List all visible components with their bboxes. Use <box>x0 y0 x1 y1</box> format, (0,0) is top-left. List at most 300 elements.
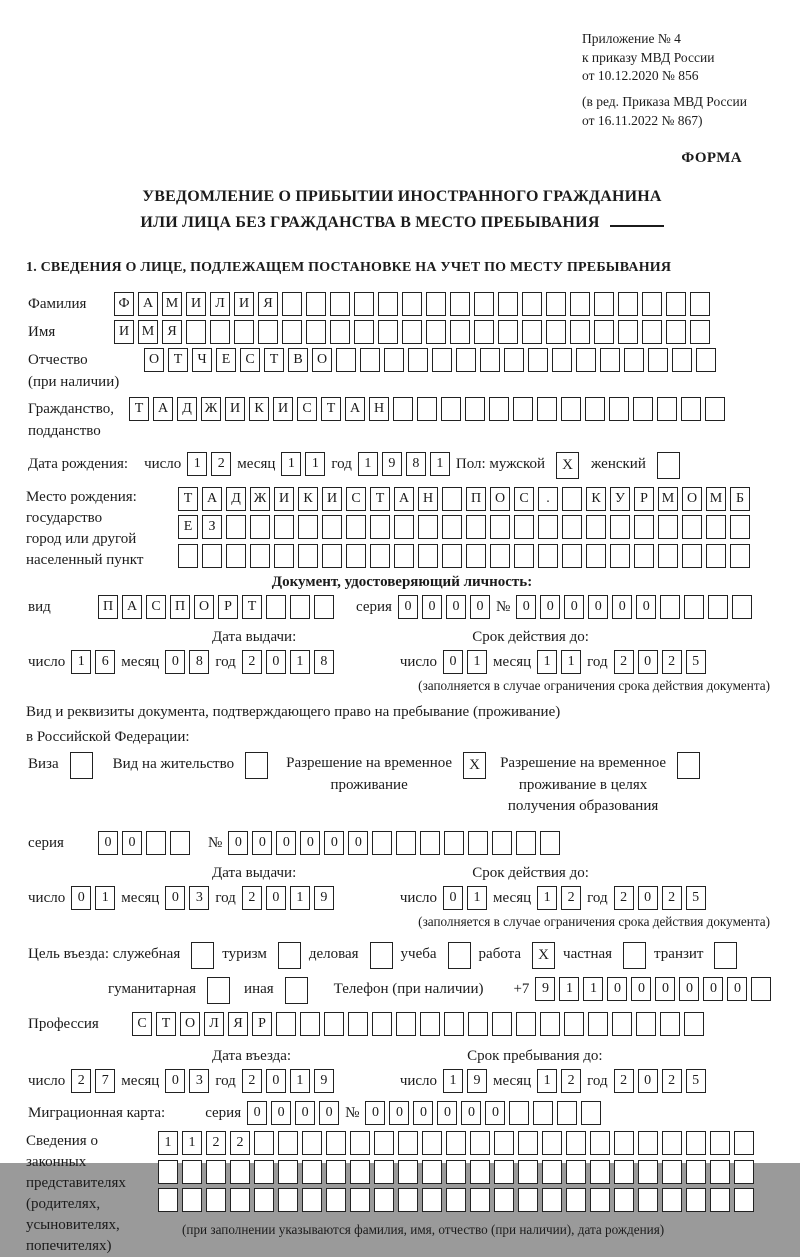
permit-number-cell[interactable] <box>444 831 464 855</box>
row-birth-place-cell[interactable]: Д <box>226 487 246 511</box>
profession-cell[interactable] <box>348 1012 368 1036</box>
profession-cell[interactable] <box>420 1012 440 1036</box>
citizenship-cell[interactable] <box>633 397 653 421</box>
row-legal-representatives-cell[interactable] <box>422 1188 442 1212</box>
row-legal-representatives-cell[interactable] <box>662 1131 682 1155</box>
row-birth-place-cell[interactable] <box>274 515 294 539</box>
given-name-cell[interactable]: Я <box>162 320 182 344</box>
surname-cell[interactable]: А <box>138 292 158 316</box>
profession-cell[interactable]: Р <box>252 1012 272 1036</box>
row-legal-representatives-cell[interactable] <box>206 1188 226 1212</box>
profession-cell[interactable] <box>276 1012 296 1036</box>
checkbox-transit[interactable] <box>714 942 737 969</box>
citizenship-cell[interactable]: И <box>225 397 245 421</box>
row-birth-place-cell[interactable] <box>394 515 414 539</box>
row-birth-place-cell[interactable]: Т <box>370 487 390 511</box>
row-birth-place-cell[interactable] <box>226 544 246 568</box>
row-legal-representatives-cell[interactable] <box>374 1160 394 1184</box>
row-legal-representatives-cell[interactable] <box>494 1160 514 1184</box>
profession-cell[interactable] <box>372 1012 392 1036</box>
row-birth-place-cell[interactable] <box>418 544 438 568</box>
surname-cell[interactable]: Ф <box>114 292 134 316</box>
given-name-cell[interactable] <box>186 320 206 344</box>
row-birth-place-cell[interactable] <box>250 544 270 568</box>
row-legal-representatives-cell[interactable] <box>446 1160 466 1184</box>
row-birth-place-cell[interactable] <box>370 544 390 568</box>
given-name-cell[interactable] <box>498 320 518 344</box>
row-legal-representatives-cell[interactable] <box>566 1160 586 1184</box>
row-legal-representatives-cell[interactable] <box>182 1188 202 1212</box>
doc-series-cell[interactable]: 0 <box>398 595 418 619</box>
row-legal-representatives-cell[interactable] <box>278 1188 298 1212</box>
citizenship-cell[interactable] <box>489 397 509 421</box>
citizenship-cell[interactable]: И <box>273 397 293 421</box>
row-birth-place-cell[interactable] <box>466 544 486 568</box>
row-birth-place-cell[interactable] <box>730 515 750 539</box>
row-birth-place-cell[interactable]: Ж <box>250 487 270 511</box>
row-legal-representatives-cell[interactable] <box>158 1188 178 1212</box>
profession-cell[interactable]: О <box>180 1012 200 1036</box>
given-name-cell[interactable] <box>522 320 542 344</box>
row-legal-representatives-cell[interactable]: 2 <box>206 1131 226 1155</box>
row-birth-place-cell[interactable] <box>322 544 342 568</box>
row-birth-place-cell[interactable] <box>322 515 342 539</box>
citizenship-cell[interactable]: Т <box>129 397 149 421</box>
permit-expiry-year-cell[interactable]: 2 <box>662 886 682 910</box>
citizenship-cell[interactable] <box>705 397 725 421</box>
stay-until-month-cell[interactable]: 1 <box>537 1069 557 1093</box>
entry-year-cell[interactable]: 0 <box>266 1069 286 1093</box>
patronymic-cell[interactable] <box>552 348 572 372</box>
doc-expiry-month-cell[interactable]: 1 <box>537 650 557 674</box>
permit-issue-year-cell[interactable]: 9 <box>314 886 334 910</box>
patronymic-cell[interactable] <box>648 348 668 372</box>
doc-number-cell[interactable]: 0 <box>636 595 656 619</box>
phone-cell[interactable]: 0 <box>679 977 699 1001</box>
row-birth-place-cell[interactable] <box>634 515 654 539</box>
row-birth-place-cell[interactable]: Б <box>730 487 750 511</box>
row-legal-representatives-cell[interactable] <box>734 1160 754 1184</box>
row-birth-place-cell[interactable]: С <box>346 487 366 511</box>
permit-number-cell[interactable]: 0 <box>228 831 248 855</box>
row-legal-representatives-cell[interactable] <box>182 1160 202 1184</box>
birth-month-cell[interactable]: 1 <box>281 452 301 476</box>
row-legal-representatives-cell[interactable] <box>590 1188 610 1212</box>
profession-cell[interactable] <box>612 1012 632 1036</box>
permit-expiry-day-cell[interactable]: 0 <box>443 886 463 910</box>
doc-issue-year-cell[interactable]: 1 <box>290 650 310 674</box>
citizenship-cell[interactable] <box>465 397 485 421</box>
surname-cell[interactable] <box>570 292 590 316</box>
row-birth-place-cell[interactable] <box>682 515 702 539</box>
row-legal-representatives-cell[interactable] <box>470 1188 490 1212</box>
patronymic-cell[interactable]: Ч <box>192 348 212 372</box>
given-name-cell[interactable] <box>474 320 494 344</box>
row-legal-representatives-cell[interactable] <box>638 1160 658 1184</box>
entry-month-cell[interactable]: 3 <box>189 1069 209 1093</box>
doc-expiry-month-cell[interactable]: 1 <box>561 650 581 674</box>
row-birth-place-cell[interactable]: М <box>706 487 726 511</box>
citizenship-cell[interactable] <box>681 397 701 421</box>
row-birth-place-cell[interactable] <box>562 487 582 511</box>
row-legal-representatives-cell[interactable]: 1 <box>158 1131 178 1155</box>
migration-number-cell[interactable]: 0 <box>437 1101 457 1125</box>
profession-cell[interactable] <box>540 1012 560 1036</box>
row-legal-representatives-cell[interactable] <box>398 1131 418 1155</box>
row-birth-place-cell[interactable] <box>298 544 318 568</box>
row-birth-place-cell[interactable] <box>538 515 558 539</box>
surname-cell[interactable] <box>594 292 614 316</box>
patronymic-cell[interactable] <box>408 348 428 372</box>
row-legal-representatives-cell[interactable] <box>734 1131 754 1155</box>
surname-cell[interactable] <box>378 292 398 316</box>
row-legal-representatives-cell[interactable] <box>590 1131 610 1155</box>
surname-cell[interactable]: И <box>234 292 254 316</box>
permit-number-cell[interactable]: 0 <box>252 831 272 855</box>
permit-number-cell[interactable]: 0 <box>324 831 344 855</box>
citizenship-cell[interactable] <box>561 397 581 421</box>
row-legal-representatives-cell[interactable] <box>614 1160 634 1184</box>
checkbox-visa[interactable] <box>70 752 93 779</box>
row-birth-place-cell[interactable] <box>202 544 222 568</box>
doc-series-cell[interactable]: 0 <box>470 595 490 619</box>
doc-expiry-day-cell[interactable]: 0 <box>443 650 463 674</box>
checkbox-work[interactable]: X <box>532 942 555 969</box>
profession-cell[interactable] <box>516 1012 536 1036</box>
permit-number-cell[interactable] <box>492 831 512 855</box>
given-name-cell[interactable] <box>666 320 686 344</box>
row-legal-representatives-cell[interactable] <box>686 1131 706 1155</box>
profession-cell[interactable] <box>468 1012 488 1036</box>
doc-type-cell[interactable]: Т <box>242 595 262 619</box>
doc-issue-year-cell[interactable]: 2 <box>242 650 262 674</box>
surname-cell[interactable] <box>450 292 470 316</box>
checkbox-official[interactable] <box>191 942 214 969</box>
permit-number-cell[interactable]: 0 <box>348 831 368 855</box>
doc-type-cell[interactable]: С <box>146 595 166 619</box>
given-name-cell[interactable] <box>234 320 254 344</box>
surname-cell[interactable] <box>402 292 422 316</box>
given-name-cell[interactable] <box>642 320 662 344</box>
permit-series-cell[interactable]: 0 <box>122 831 142 855</box>
row-legal-representatives-cell[interactable] <box>326 1160 346 1184</box>
checkbox-male[interactable]: X <box>556 452 579 479</box>
doc-series-cell[interactable]: 0 <box>446 595 466 619</box>
permit-number-cell[interactable] <box>540 831 560 855</box>
patronymic-cell[interactable] <box>600 348 620 372</box>
row-legal-representatives-cell[interactable] <box>278 1131 298 1155</box>
patronymic-cell[interactable]: Т <box>264 348 284 372</box>
row-birth-place-cell[interactable] <box>586 515 606 539</box>
row-birth-place-cell[interactable]: М <box>658 487 678 511</box>
doc-issue-day-cell[interactable]: 1 <box>71 650 91 674</box>
migration-number-cell[interactable] <box>533 1101 553 1125</box>
permit-expiry-month-cell[interactable]: 2 <box>561 886 581 910</box>
permit-number-cell[interactable]: 0 <box>300 831 320 855</box>
migration-number-cell[interactable] <box>557 1101 577 1125</box>
doc-number-cell[interactable]: 0 <box>588 595 608 619</box>
doc-type-cell[interactable] <box>290 595 310 619</box>
row-birth-place-cell[interactable]: П <box>466 487 486 511</box>
row-legal-representatives-cell[interactable] <box>614 1188 634 1212</box>
doc-expiry-year-cell[interactable]: 2 <box>662 650 682 674</box>
profession-cell[interactable]: Л <box>204 1012 224 1036</box>
doc-issue-month-cell[interactable]: 8 <box>189 650 209 674</box>
doc-type-cell[interactable]: П <box>170 595 190 619</box>
row-birth-place-cell[interactable] <box>370 515 390 539</box>
checkbox-female[interactable] <box>657 452 680 479</box>
given-name-cell[interactable] <box>210 320 230 344</box>
patronymic-cell[interactable] <box>576 348 596 372</box>
entry-day-cell[interactable]: 2 <box>71 1069 91 1093</box>
surname-cell[interactable] <box>642 292 662 316</box>
row-birth-place-cell[interactable]: К <box>586 487 606 511</box>
row-legal-representatives-cell[interactable] <box>302 1188 322 1212</box>
surname-cell[interactable] <box>282 292 302 316</box>
row-birth-place-cell[interactable]: И <box>274 487 294 511</box>
permit-number-cell[interactable] <box>396 831 416 855</box>
permit-issue-day-cell[interactable]: 0 <box>71 886 91 910</box>
row-birth-place-cell[interactable]: С <box>514 487 534 511</box>
patronymic-cell[interactable] <box>456 348 476 372</box>
birth-month-cell[interactable]: 1 <box>305 452 325 476</box>
patronymic-cell[interactable] <box>336 348 356 372</box>
checkbox-study[interactable] <box>448 942 471 969</box>
phone-cell[interactable]: 0 <box>655 977 675 1001</box>
row-legal-representatives-cell[interactable] <box>710 1131 730 1155</box>
doc-type-cell[interactable] <box>314 595 334 619</box>
row-legal-representatives-cell[interactable] <box>326 1131 346 1155</box>
row-birth-place-cell[interactable] <box>442 487 462 511</box>
phone-cell[interactable]: 1 <box>583 977 603 1001</box>
permit-expiry-day-cell[interactable]: 1 <box>467 886 487 910</box>
migration-series-cell[interactable]: 0 <box>247 1101 267 1125</box>
permit-series-cell[interactable]: 0 <box>98 831 118 855</box>
row-birth-place-cell[interactable] <box>610 544 630 568</box>
citizenship-cell[interactable]: Ж <box>201 397 221 421</box>
profession-cell[interactable] <box>444 1012 464 1036</box>
row-birth-place-cell[interactable]: Н <box>418 487 438 511</box>
given-name-cell[interactable] <box>546 320 566 344</box>
doc-issue-month-cell[interactable]: 0 <box>165 650 185 674</box>
given-name-cell[interactable]: И <box>114 320 134 344</box>
row-birth-place-cell[interactable] <box>706 515 726 539</box>
permit-issue-year-cell[interactable]: 0 <box>266 886 286 910</box>
stay-until-year-cell[interactable]: 2 <box>614 1069 634 1093</box>
citizenship-cell[interactable]: С <box>297 397 317 421</box>
phone-cell[interactable]: 0 <box>631 977 651 1001</box>
migration-series-cell[interactable]: 0 <box>295 1101 315 1125</box>
permit-issue-day-cell[interactable]: 1 <box>95 886 115 910</box>
patronymic-cell[interactable]: Т <box>168 348 188 372</box>
surname-cell[interactable] <box>618 292 638 316</box>
migration-number-cell[interactable]: 0 <box>461 1101 481 1125</box>
patronymic-cell[interactable]: В <box>288 348 308 372</box>
row-birth-place-cell[interactable]: Е <box>178 515 198 539</box>
doc-number-cell[interactable] <box>708 595 728 619</box>
doc-number-cell[interactable]: 0 <box>564 595 584 619</box>
citizenship-cell[interactable]: Д <box>177 397 197 421</box>
row-birth-place-cell[interactable]: З <box>202 515 222 539</box>
permit-series-cell[interactable] <box>170 831 190 855</box>
entry-day-cell[interactable]: 7 <box>95 1069 115 1093</box>
profession-cell[interactable] <box>660 1012 680 1036</box>
checkbox-tourism[interactable] <box>278 942 301 969</box>
row-legal-representatives-cell[interactable] <box>590 1160 610 1184</box>
row-birth-place-cell[interactable]: И <box>322 487 342 511</box>
row-legal-representatives-cell[interactable] <box>494 1131 514 1155</box>
row-birth-place-cell[interactable] <box>298 515 318 539</box>
row-birth-place-cell[interactable]: О <box>682 487 702 511</box>
row-legal-representatives-cell[interactable] <box>158 1160 178 1184</box>
migration-number-cell[interactable]: 0 <box>413 1101 433 1125</box>
row-legal-representatives-cell[interactable] <box>470 1160 490 1184</box>
doc-series-cell[interactable]: 0 <box>422 595 442 619</box>
patronymic-cell[interactable] <box>672 348 692 372</box>
citizenship-cell[interactable]: А <box>153 397 173 421</box>
row-birth-place-cell[interactable] <box>274 544 294 568</box>
patronymic-cell[interactable] <box>384 348 404 372</box>
row-legal-representatives-cell[interactable] <box>638 1131 658 1155</box>
row-legal-representatives-cell[interactable] <box>710 1188 730 1212</box>
migration-number-cell[interactable]: 0 <box>389 1101 409 1125</box>
citizenship-cell[interactable] <box>609 397 629 421</box>
given-name-cell[interactable] <box>330 320 350 344</box>
row-legal-representatives-cell[interactable] <box>518 1131 538 1155</box>
citizenship-cell[interactable] <box>537 397 557 421</box>
given-name-cell[interactable] <box>258 320 278 344</box>
citizenship-cell[interactable] <box>393 397 413 421</box>
migration-number-cell[interactable] <box>509 1101 529 1125</box>
row-legal-representatives-cell[interactable]: 2 <box>230 1131 250 1155</box>
surname-cell[interactable]: Л <box>210 292 230 316</box>
checkbox-humanitarian[interactable] <box>207 977 230 1004</box>
row-legal-representatives-cell[interactable] <box>254 1160 274 1184</box>
row-legal-representatives-cell[interactable] <box>230 1160 250 1184</box>
doc-issue-year-cell[interactable]: 0 <box>266 650 286 674</box>
row-birth-place-cell[interactable] <box>490 515 510 539</box>
row-birth-place-cell[interactable]: Р <box>634 487 654 511</box>
row-legal-representatives-cell[interactable] <box>254 1188 274 1212</box>
row-birth-place-cell[interactable] <box>178 544 198 568</box>
row-legal-representatives-cell[interactable] <box>350 1160 370 1184</box>
stay-until-year-cell[interactable]: 2 <box>662 1069 682 1093</box>
row-birth-place-cell[interactable] <box>562 544 582 568</box>
row-legal-representatives-cell[interactable] <box>302 1131 322 1155</box>
row-legal-representatives-cell[interactable] <box>374 1131 394 1155</box>
stay-until-day-cell[interactable]: 1 <box>443 1069 463 1093</box>
doc-number-cell[interactable] <box>732 595 752 619</box>
phone-cell[interactable]: 1 <box>559 977 579 1001</box>
row-birth-place-cell[interactable] <box>586 544 606 568</box>
permit-issue-month-cell[interactable]: 3 <box>189 886 209 910</box>
row-birth-place-cell[interactable] <box>442 515 462 539</box>
row-birth-place-cell[interactable] <box>346 544 366 568</box>
checkbox-other[interactable] <box>285 977 308 1004</box>
row-birth-place-cell[interactable] <box>634 544 654 568</box>
row-birth-place-cell[interactable] <box>730 544 750 568</box>
surname-cell[interactable] <box>426 292 446 316</box>
birth-day-cell[interactable]: 2 <box>211 452 231 476</box>
doc-expiry-day-cell[interactable]: 1 <box>467 650 487 674</box>
surname-cell[interactable]: Я <box>258 292 278 316</box>
row-legal-representatives-cell[interactable] <box>638 1188 658 1212</box>
row-legal-representatives-cell[interactable] <box>470 1131 490 1155</box>
doc-issue-day-cell[interactable]: 6 <box>95 650 115 674</box>
row-legal-representatives-cell[interactable] <box>734 1188 754 1212</box>
doc-number-cell[interactable] <box>660 595 680 619</box>
profession-cell[interactable] <box>324 1012 344 1036</box>
row-legal-representatives-cell[interactable] <box>374 1188 394 1212</box>
migration-series-cell[interactable]: 0 <box>271 1101 291 1125</box>
row-legal-representatives-cell[interactable] <box>422 1160 442 1184</box>
stay-until-month-cell[interactable]: 2 <box>561 1069 581 1093</box>
profession-cell[interactable] <box>396 1012 416 1036</box>
doc-type-cell[interactable]: А <box>122 595 142 619</box>
birth-day-cell[interactable]: 1 <box>187 452 207 476</box>
row-legal-representatives-cell[interactable] <box>566 1131 586 1155</box>
row-birth-place-cell[interactable]: О <box>490 487 510 511</box>
surname-cell[interactable] <box>666 292 686 316</box>
given-name-cell[interactable] <box>354 320 374 344</box>
permit-number-cell[interactable] <box>372 831 392 855</box>
profession-cell[interactable]: Я <box>228 1012 248 1036</box>
row-legal-representatives-cell[interactable] <box>326 1188 346 1212</box>
given-name-cell[interactable] <box>282 320 302 344</box>
row-birth-place-cell[interactable] <box>538 544 558 568</box>
checkbox-temp-residence[interactable]: X <box>463 752 486 779</box>
permit-expiry-year-cell[interactable]: 5 <box>686 886 706 910</box>
row-birth-place-cell[interactable] <box>682 544 702 568</box>
checkbox-residence-permit[interactable] <box>245 752 268 779</box>
checkbox-private[interactable] <box>623 942 646 969</box>
permit-expiry-month-cell[interactable]: 1 <box>537 886 557 910</box>
row-legal-representatives-cell[interactable] <box>710 1160 730 1184</box>
citizenship-cell[interactable]: А <box>345 397 365 421</box>
doc-expiry-year-cell[interactable]: 0 <box>638 650 658 674</box>
row-legal-representatives-cell[interactable] <box>542 1188 562 1212</box>
row-legal-representatives-cell[interactable] <box>254 1131 274 1155</box>
row-birth-place-cell[interactable] <box>514 544 534 568</box>
given-name-cell[interactable] <box>378 320 398 344</box>
permit-expiry-year-cell[interactable]: 0 <box>638 886 658 910</box>
row-legal-representatives-cell[interactable] <box>662 1160 682 1184</box>
permit-issue-month-cell[interactable]: 0 <box>165 886 185 910</box>
row-birth-place-cell[interactable]: К <box>298 487 318 511</box>
profession-cell[interactable] <box>492 1012 512 1036</box>
row-birth-place-cell[interactable] <box>226 515 246 539</box>
row-birth-place-cell[interactable] <box>658 544 678 568</box>
surname-cell[interactable] <box>330 292 350 316</box>
given-name-cell[interactable] <box>618 320 638 344</box>
row-birth-place-cell[interactable]: А <box>202 487 222 511</box>
checkbox-temp-residence-education[interactable] <box>677 752 700 779</box>
row-legal-representatives-cell[interactable] <box>206 1160 226 1184</box>
permit-issue-year-cell[interactable]: 1 <box>290 886 310 910</box>
doc-issue-year-cell[interactable]: 8 <box>314 650 334 674</box>
row-birth-place-cell[interactable] <box>346 515 366 539</box>
row-birth-place-cell[interactable]: А <box>394 487 414 511</box>
birth-year-cell[interactable]: 1 <box>430 452 450 476</box>
row-legal-representatives-cell[interactable] <box>398 1160 418 1184</box>
given-name-cell[interactable] <box>426 320 446 344</box>
stay-until-year-cell[interactable]: 0 <box>638 1069 658 1093</box>
doc-type-cell[interactable]: Р <box>218 595 238 619</box>
surname-cell[interactable] <box>474 292 494 316</box>
migration-number-cell[interactable]: 0 <box>485 1101 505 1125</box>
row-birth-place-cell[interactable] <box>466 515 486 539</box>
citizenship-cell[interactable]: К <box>249 397 269 421</box>
